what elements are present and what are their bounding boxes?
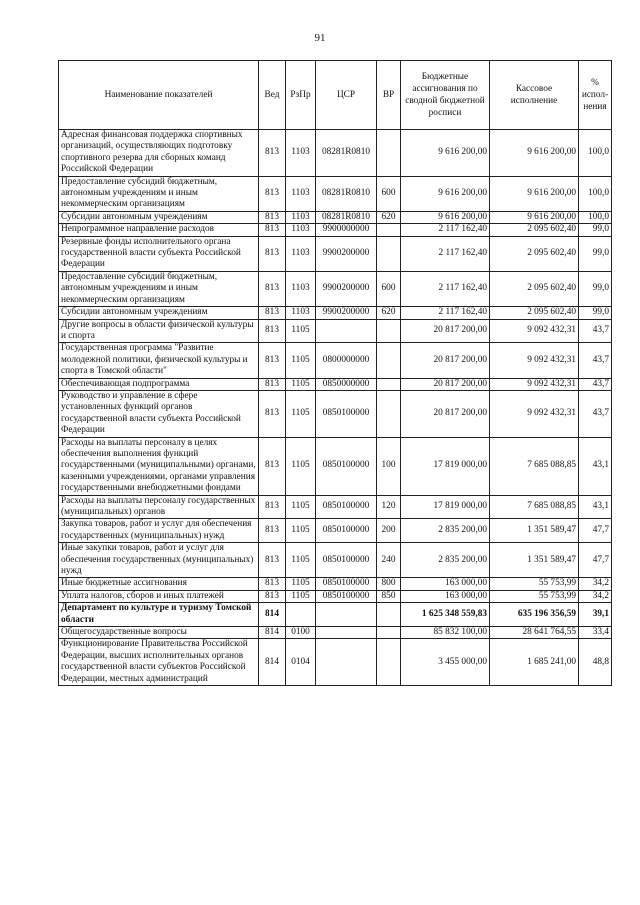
- cell-csr: 08281R0810: [316, 176, 377, 211]
- cell-csr: [316, 627, 377, 639]
- table-row: [59, 176, 612, 211]
- cell-csr: 0850100000: [316, 495, 377, 519]
- cell-pct: 99,0: [579, 236, 612, 271]
- table-row: [59, 627, 612, 639]
- cell-csr: 9900200000: [316, 307, 377, 319]
- cell-vr: [377, 343, 401, 378]
- cell-csr: 08281R0810: [316, 130, 377, 177]
- cell-rzpr: 1103: [286, 307, 316, 319]
- table-row: [59, 378, 612, 390]
- cell-ved: 814: [259, 627, 286, 639]
- page-number: 91: [314, 32, 326, 44]
- cell-rzpr: 1105: [286, 319, 316, 343]
- cell-cash: 9 616 200,00: [490, 130, 579, 177]
- table-row: [59, 578, 612, 590]
- cell-rzpr: 0104: [286, 639, 316, 686]
- cell-budget: 9 616 200,00: [401, 211, 490, 223]
- header-budget: Бюджетные ассигнования по сводной бюджетной росписи: [401, 61, 490, 130]
- cell-vr: 120: [377, 495, 401, 519]
- cell-name: Непрограммное направление расходов: [59, 224, 259, 236]
- cell-vr: 800: [377, 578, 401, 590]
- cell-rzpr: 1105: [286, 578, 316, 590]
- cell-vr: 240: [377, 543, 401, 578]
- cell-vr: 200: [377, 519, 401, 543]
- table-row: [59, 519, 612, 543]
- cell-rzpr: 1103: [286, 271, 316, 306]
- cell-csr: [316, 319, 377, 343]
- cell-budget: 20 817 200,00: [401, 378, 490, 390]
- cell-budget: 9 616 200,00: [401, 130, 490, 177]
- cell-cash: 1 685 241,00: [490, 639, 579, 686]
- cell-vr: 100: [377, 437, 401, 495]
- cell-vr: [377, 236, 401, 271]
- cell-csr: [316, 603, 377, 627]
- cell-rzpr: 1103: [286, 176, 316, 211]
- table-row: [59, 343, 612, 378]
- cell-csr: 0800000000: [316, 343, 377, 378]
- cell-csr: 9900200000: [316, 236, 377, 271]
- cell-csr: 08281R0810: [316, 211, 377, 223]
- cell-csr: 0850100000: [316, 578, 377, 590]
- cell-rzpr: 1105: [286, 378, 316, 390]
- cell-ved: 813: [259, 590, 286, 602]
- cell-cash: 9 092 432,31: [490, 343, 579, 378]
- cell-cash: 28 641 764,55: [490, 627, 579, 639]
- cell-ved: 813: [259, 519, 286, 543]
- cell-csr: 0850100000: [316, 543, 377, 578]
- cell-pct: 43,1: [579, 437, 612, 495]
- header-pct: % испол-нения: [579, 61, 612, 130]
- cell-ved: 813: [259, 236, 286, 271]
- header-cash: Кассовое исполнение: [490, 61, 579, 130]
- cell-pct: 99,0: [579, 271, 612, 306]
- cell-name: Руководство и управление в сфере установленных функций органов государственной власти субъекта Российской Федерации: [59, 390, 259, 437]
- table-row: [59, 211, 612, 223]
- cell-cash: 2 095 602,40: [490, 307, 579, 319]
- cell-rzpr: 1105: [286, 495, 316, 519]
- cell-name: Обеспечивающая подпрограмма: [59, 378, 259, 390]
- cell-name: Субсидии автономным учреждениям: [59, 211, 259, 223]
- cell-rzpr: 1105: [286, 343, 316, 378]
- cell-pct: 47,7: [579, 543, 612, 578]
- table-row: [59, 236, 612, 271]
- cell-budget: 2 117 162,40: [401, 307, 490, 319]
- cell-ved: 813: [259, 543, 286, 578]
- cell-rzpr: 1103: [286, 130, 316, 177]
- cell-rzpr: [286, 603, 316, 627]
- header-rzpr: РзПр: [286, 61, 316, 130]
- cell-ved: 813: [259, 307, 286, 319]
- cell-pct: 39,1: [579, 603, 612, 627]
- cell-cash: 7 685 088,85: [490, 437, 579, 495]
- cell-cash: 9 092 432,31: [490, 319, 579, 343]
- cell-vr: [377, 319, 401, 343]
- cell-pct: 43,7: [579, 343, 612, 378]
- cell-cash: 9 092 432,31: [490, 378, 579, 390]
- cell-ved: 813: [259, 495, 286, 519]
- table-row: [59, 543, 612, 578]
- cell-name: Закупка товаров, работ и услуг для обеспечения государственных (муниципальных) нужд: [59, 519, 259, 543]
- cell-rzpr: 1103: [286, 236, 316, 271]
- table-row: [59, 307, 612, 319]
- cell-pct: 99,0: [579, 307, 612, 319]
- header-vr: ВР: [377, 61, 401, 130]
- cell-rzpr: 1103: [286, 224, 316, 236]
- cell-name: Расходы на выплаты персоналу государственных (муниципальных) органов: [59, 495, 259, 519]
- table-row: [59, 437, 612, 495]
- cell-vr: 600: [377, 271, 401, 306]
- cell-name: Предоставление субсидий бюджетным, автономным учреждениям и иным некоммерческим организациям: [59, 176, 259, 211]
- table-row: [59, 390, 612, 437]
- cell-pct: 100,0: [579, 130, 612, 177]
- cell-pct: 48,8: [579, 639, 612, 686]
- cell-ved: 813: [259, 437, 286, 495]
- cell-budget: 85 832 100,00: [401, 627, 490, 639]
- cell-rzpr: 0100: [286, 627, 316, 639]
- cell-csr: 0850100000: [316, 390, 377, 437]
- cell-cash: 2 095 602,40: [490, 271, 579, 306]
- cell-ved: 813: [259, 130, 286, 177]
- cell-pct: 100,0: [579, 211, 612, 223]
- cell-vr: [377, 224, 401, 236]
- cell-pct: 99,0: [579, 224, 612, 236]
- cell-budget: 163 000,00: [401, 590, 490, 602]
- cell-cash: 9 092 432,31: [490, 390, 579, 437]
- cell-ved: 813: [259, 224, 286, 236]
- cell-budget: 1 625 348 559,83: [401, 603, 490, 627]
- cell-csr: [316, 639, 377, 686]
- cell-csr: 9900200000: [316, 271, 377, 306]
- cell-pct: 43,7: [579, 378, 612, 390]
- cell-budget: 2 117 162,40: [401, 224, 490, 236]
- cell-budget: 3 455 000,00: [401, 639, 490, 686]
- cell-vr: [377, 378, 401, 390]
- cell-rzpr: 1105: [286, 543, 316, 578]
- cell-ved: 813: [259, 390, 286, 437]
- cell-ved: 814: [259, 639, 286, 686]
- cell-csr: 0850100000: [316, 590, 377, 602]
- cell-vr: [377, 627, 401, 639]
- cell-pct: 100,0: [579, 176, 612, 211]
- header-ved: Вед: [259, 61, 286, 130]
- cell-budget: 17 819 000,00: [401, 437, 490, 495]
- cell-rzpr: 1105: [286, 390, 316, 437]
- cell-name: Общегосударственные вопросы: [59, 627, 259, 639]
- cell-ved: 813: [259, 271, 286, 306]
- table-row: [59, 603, 612, 627]
- cell-rzpr: 1105: [286, 590, 316, 602]
- cell-pct: 47,7: [579, 519, 612, 543]
- cell-vr: [377, 130, 401, 177]
- header-csr: ЦСР: [316, 61, 377, 130]
- cell-vr: 600: [377, 176, 401, 211]
- cell-name: Государственная программа "Развитие молодежной политики, физической культуры и спорта в Томской области": [59, 343, 259, 378]
- table-header-row: [59, 61, 612, 130]
- cell-budget: 2 117 162,40: [401, 271, 490, 306]
- table-row: [59, 590, 612, 602]
- table-row: [59, 130, 612, 177]
- cell-cash: 1 351 589,47: [490, 543, 579, 578]
- cell-budget: 163 000,00: [401, 578, 490, 590]
- cell-ved: 814: [259, 603, 286, 627]
- cell-name: Уплата налогов, сборов и иных платежей: [59, 590, 259, 602]
- table-body: [59, 130, 612, 686]
- table-row: [59, 639, 612, 686]
- cell-ved: 813: [259, 378, 286, 390]
- cell-budget: 9 616 200,00: [401, 176, 490, 211]
- cell-budget: 2 117 162,40: [401, 236, 490, 271]
- cell-name: Иные бюджетные ассигнования: [59, 578, 259, 590]
- cell-budget: 2 835 200,00: [401, 519, 490, 543]
- cell-pct: 33,4: [579, 627, 612, 639]
- cell-cash: 2 095 602,40: [490, 236, 579, 271]
- cell-ved: 813: [259, 343, 286, 378]
- cell-csr: 0850100000: [316, 437, 377, 495]
- cell-ved: 813: [259, 211, 286, 223]
- cell-csr: 0850100000: [316, 519, 377, 543]
- cell-budget: 2 835 200,00: [401, 543, 490, 578]
- table-row: [59, 224, 612, 236]
- cell-name: Субсидии автономным учреждениям: [59, 307, 259, 319]
- cell-rzpr: 1105: [286, 519, 316, 543]
- cell-vr: 620: [377, 307, 401, 319]
- cell-name: Департамент по культуре и туризму Томской области: [59, 603, 259, 627]
- cell-cash: 635 196 356,59: [490, 603, 579, 627]
- cell-ved: 813: [259, 319, 286, 343]
- cell-budget: 20 817 200,00: [401, 343, 490, 378]
- cell-budget: 17 819 000,00: [401, 495, 490, 519]
- table-row: [59, 495, 612, 519]
- cell-rzpr: 1103: [286, 211, 316, 223]
- cell-name: Предоставление субсидий бюджетным, автономным учреждениям и иным некоммерческим организациям: [59, 271, 259, 306]
- cell-cash: 9 616 200,00: [490, 176, 579, 211]
- budget-execution-table: [58, 60, 612, 686]
- cell-vr: 620: [377, 211, 401, 223]
- header-name: Наименование показателей: [59, 61, 259, 130]
- cell-ved: 813: [259, 176, 286, 211]
- cell-vr: [377, 639, 401, 686]
- cell-pct: 43,1: [579, 495, 612, 519]
- cell-vr: [377, 390, 401, 437]
- cell-name: Расходы на выплаты персоналу в целях обеспечения выполнения функций государственными (муниципальными) органами, казенными учреждениями, органами управления государственными внебюджетными фондами: [59, 437, 259, 495]
- cell-cash: 9 616 200,00: [490, 211, 579, 223]
- cell-rzpr: 1105: [286, 437, 316, 495]
- cell-cash: 55 753,99: [490, 578, 579, 590]
- cell-cash: 1 351 589,47: [490, 519, 579, 543]
- cell-pct: 34,2: [579, 590, 612, 602]
- cell-cash: 55 753,99: [490, 590, 579, 602]
- cell-vr: 850: [377, 590, 401, 602]
- cell-name: Резервные фонды исполнительного органа государственной власти субъекта Российской Федерации: [59, 236, 259, 271]
- table-row: [59, 319, 612, 343]
- cell-budget: 20 817 200,00: [401, 390, 490, 437]
- cell-csr: 0850000000: [316, 378, 377, 390]
- cell-name: Функционирование Правительства Российской Федерации, высших исполнительных органов государственной власти субъектов Российской Федерации, местных администраций: [59, 639, 259, 686]
- cell-name: Другие вопросы в области физической культуры и спорта: [59, 319, 259, 343]
- table-row: [59, 271, 612, 306]
- cell-pct: 43,7: [579, 319, 612, 343]
- cell-vr: [377, 603, 401, 627]
- cell-budget: 20 817 200,00: [401, 319, 490, 343]
- cell-csr: 9900000000: [316, 224, 377, 236]
- cell-ved: 813: [259, 578, 286, 590]
- cell-cash: 2 095 602,40: [490, 224, 579, 236]
- cell-pct: 34,2: [579, 578, 612, 590]
- cell-pct: 43,7: [579, 390, 612, 437]
- cell-name: Иные закупки товаров, работ и услуг для обеспечения государственных (муниципальных) нужд: [59, 543, 259, 578]
- cell-cash: 7 685 088,85: [490, 495, 579, 519]
- cell-name: Адресная финансовая поддержка спортивных организаций, осуществляющих подготовку спортивного резерва для сборных команд Российской Федерации: [59, 130, 259, 177]
